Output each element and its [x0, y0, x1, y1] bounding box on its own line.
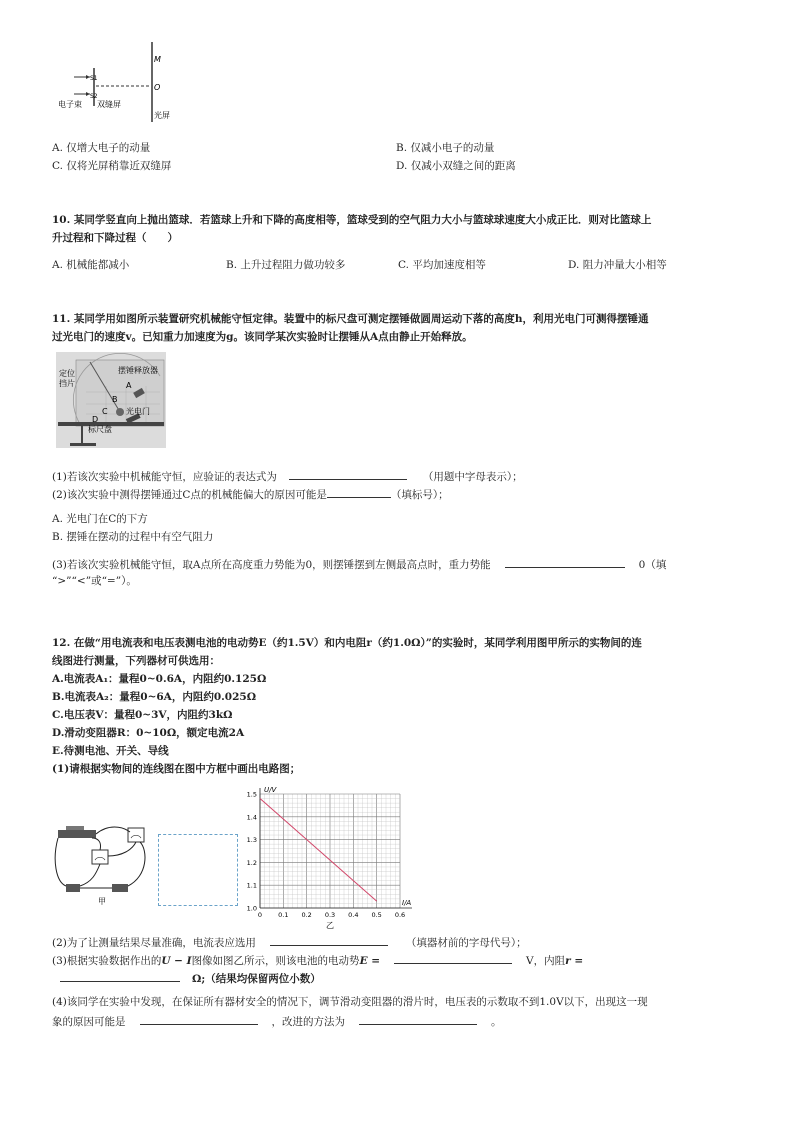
x-tick-label: 0.4 — [348, 911, 359, 919]
q12-stem-line2: 线图进行测量，下列器材可供选用： — [52, 655, 220, 667]
q12-part1: (1)请根据实物间的连线图在图中方框中画出电路图； — [52, 763, 301, 775]
label-point-d: D — [92, 415, 99, 424]
q12-item-c: C.电压表V：量程0~3V，内阻约3kΩ — [52, 709, 233, 721]
q12-part4-line1: (4)该同学在实验中发现，在保证所有器材安全的情况下，调节滑动变阻器的滑片时，电压表的示数取不到1.0V以下，出现这一现 — [52, 996, 648, 1008]
q12-reason-blank[interactable] — [140, 1013, 258, 1025]
q12-part2-text: (2)为了让测量结果尽量准确，电流表应选用 — [52, 937, 256, 949]
label-scale-disk: 标尺盘 — [88, 425, 112, 434]
q10-stem-line1: 10. 某同学竖直向上抛出篮球．若篮球上升和下降的高度相等，篮球受到的空气阻力大小与篮球球速度大小成正比．则对比篮球上 — [52, 214, 652, 226]
q12-item-e: E.待测电池、开关、导线 — [52, 745, 169, 757]
q10-option-d: D. 阻力冲量大小相等 — [568, 259, 667, 271]
label-light-screen: 光屏 — [154, 111, 170, 120]
q11-part2-note: （填标号）； — [390, 489, 449, 501]
q12-part2 — [52, 934, 527, 950]
q12-part3-mid: 图像如图乙所示，则该电池的电动势 — [191, 955, 360, 967]
label-s1: S1 — [90, 75, 98, 82]
u-i-graph — [238, 784, 410, 930]
label-electron-beam: 电子束 — [58, 100, 82, 109]
q10-option-b: B. 上升过程阻力做功较多 — [226, 259, 346, 271]
q11-part1-blank[interactable] — [289, 468, 407, 480]
q12-ui-symbol: U − I — [161, 955, 192, 967]
x-tick-label: 0.1 — [278, 911, 289, 919]
q11-part1-text: (1)若该次实验中机械能守恒，应验证的表达式为 — [52, 471, 277, 483]
x-tick-label: 0.3 — [324, 911, 336, 919]
q11-part1 — [52, 468, 523, 484]
label-release-device: 摆锤释放器 — [118, 366, 158, 375]
y-tick-label: 1.2 — [246, 858, 257, 867]
q9-option-a: A. 仅增大电子的动量 — [52, 142, 151, 154]
u-i-line — [260, 799, 377, 902]
q12-e-symbol: E = — [359, 955, 381, 967]
q12-part3-line2-text: Ω;（结果均保留两位小数） — [192, 973, 321, 985]
q9-option-d: D. 仅减小双缝之间的距离 — [396, 160, 516, 172]
y-tick-label: 1.3 — [246, 836, 257, 845]
q12-part4-end: 。 — [491, 1016, 502, 1028]
x-tick-label: 0 — [257, 911, 263, 919]
label-dangpian: 挡片 — [59, 379, 75, 388]
q10-option-c: C. 平均加速度相等 — [398, 259, 486, 271]
q12-part3-unit: V，内阻 — [526, 955, 566, 967]
circuit-answer-box[interactable] — [158, 834, 238, 906]
pendulum-apparatus-photo — [56, 352, 166, 448]
label-s2: S2 — [90, 93, 98, 100]
double-slit-diagram — [56, 40, 176, 124]
q12-part4-line2 — [52, 1013, 502, 1029]
label-point-c: C — [102, 407, 108, 416]
q11-part1-note: （用题中字母表示）； — [422, 471, 523, 483]
q12-item-b: B.电流表A₂：量程0~6A，内阻约0.025Ω — [52, 691, 257, 703]
q11-part3-text: (3)若该次实验机械能守恒，取A点所在高度重力势能为0，则摆锤摆到左侧最高点时，重力势能 — [52, 559, 491, 571]
x-tick-label: 0.5 — [371, 911, 382, 919]
q11-stem-line2: 过光电门的速度v。已知重力加速度为g。该同学某次实验时让摆锤从A点由静止开始释放。 — [52, 331, 473, 343]
q12-item-d: D.滑动变阻器R：0~10Ω，额定电流2A — [52, 727, 245, 739]
y-tick-label: 1.5 — [246, 790, 257, 799]
q12-part2-note: （填器材前的字母代号）； — [405, 937, 527, 949]
q12-part4-text: 象的原因可能是 — [52, 1016, 126, 1028]
y-tick-label: 1.4 — [246, 813, 257, 822]
x-axis-label: I/A — [402, 899, 412, 907]
q12-part3-text: (3)根据实验数据作出的 — [52, 955, 162, 967]
circuit-wiring-figure — [52, 820, 152, 910]
label-m: M — [154, 55, 161, 64]
q12-r-blank[interactable] — [60, 970, 180, 982]
q11-option-b: B. 摆锤在摆动的过程中有空气阻力 — [52, 531, 214, 543]
q11-part2-text: (2)该次实验中测得摆锤通过C点的机械能偏大的原因可能是 — [52, 489, 327, 501]
q11-stem-line1: 11. 某同学用如图所示装置研究机械能守恒定律。装置中的标尺盘可测定摆锤做圆周运动下落的高度h，利用光电门可测得摆锤通 — [52, 313, 649, 325]
q10-stem-line2: 升过程和下降过程（ ） — [52, 232, 178, 244]
y-tick-label: 1.1 — [246, 881, 257, 890]
y-axis-label: U/V — [264, 786, 277, 794]
q11-part3 — [52, 556, 666, 572]
q12-part3-line2 — [60, 970, 321, 986]
label-photogate: 光电门 — [126, 407, 150, 416]
q10-option-a: A. 机械能都减小 — [52, 259, 130, 271]
label-point-a: A — [126, 381, 132, 390]
label-yi: 乙 — [326, 921, 334, 930]
q11-part3-blank[interactable] — [505, 556, 625, 568]
q12-stem-line1: 12. 在做“用电流表和电压表测电池的电动势E（约1.5V）和内电阻r（约1.0Ω）”的实验时，某同学利用图甲所示的实物间的连 — [52, 637, 642, 649]
q12-part3 — [52, 952, 583, 968]
q12-part4-mid: ，改进的方法为 — [271, 1016, 345, 1028]
x-tick-label: 0.2 — [301, 911, 312, 919]
q11-part3-line2: “>”“<”或“=”）。 — [52, 575, 137, 587]
label-dingwei: 定位 — [59, 369, 75, 378]
q11-option-a: A. 光电门在C的下方 — [52, 513, 148, 525]
q12-part2-blank[interactable] — [270, 934, 388, 946]
q12-r-symbol: r = — [565, 955, 584, 967]
q12-method-blank[interactable] — [359, 1013, 477, 1025]
q9-option-b: B. 仅减小电子的动量 — [396, 142, 495, 154]
q12-item-a: A.电流表A₁：量程0~0.6A，内阻约0.125Ω — [52, 673, 267, 685]
q11-part3-note: 0（填 — [638, 559, 667, 571]
q9-option-c: C. 仅将光屏稍靠近双缝屏 — [52, 160, 172, 172]
label-o: O — [154, 83, 161, 92]
label-slit-screen: 双缝屏 — [97, 100, 121, 109]
label-point-b: B — [112, 395, 118, 404]
q11-part2 — [52, 486, 449, 502]
y-tick-label: 1.0 — [246, 904, 257, 913]
q11-part2-blank[interactable] — [327, 486, 391, 498]
x-tick-label: 0.6 — [394, 911, 406, 919]
q12-emf-blank[interactable] — [394, 952, 512, 964]
label-jia: 甲 — [98, 897, 106, 906]
